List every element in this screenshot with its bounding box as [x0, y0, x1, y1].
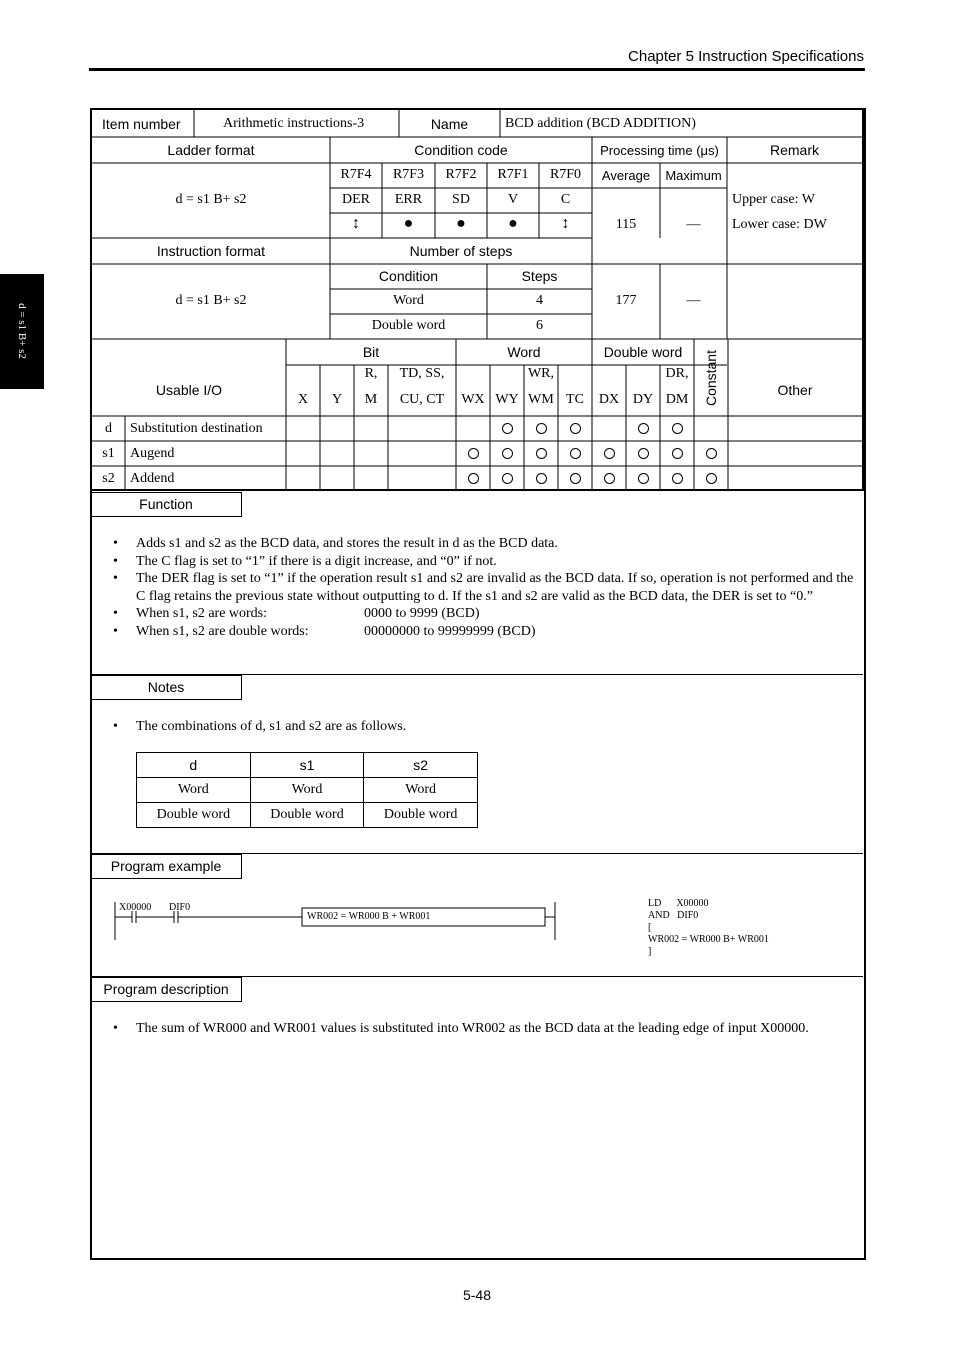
notes-cell: Double word: [137, 803, 251, 828]
notes-table: [136, 752, 478, 828]
processing-time-label: Processing time (μs): [600, 143, 719, 158]
io-col-header: DM: [665, 392, 689, 407]
mnemonic-line: LD X00000: [648, 898, 709, 909]
function-label: Function: [91, 492, 242, 517]
remark-upper: Upper case: W: [732, 192, 815, 207]
spec-block: [90, 108, 864, 491]
condition-label: Condition: [378, 268, 439, 284]
notes-cell: Word: [137, 778, 251, 803]
program-description-bullet: • The sum of WR000 and WR001 values is substituted into WR002 as the BCD data at the leading edge of input X00000.: [110, 1020, 862, 1038]
flag-state-c: ↕: [561, 215, 570, 232]
notes-cell: Double word: [250, 803, 364, 828]
flag-name-c: C: [560, 192, 571, 207]
remark-lower: Lower case: DW: [732, 217, 827, 232]
io-mark-circle: [468, 448, 479, 459]
io-row-desc: Substitution destination: [130, 421, 263, 436]
function-bullet: • The DER flag is set to “1” if the operation result s1 and s2 are invalid as the BCD data. If so, operation is not performed and the C flag retains the previous state without outputting to d. If the s1 and s2 are valid as the BCD data, the DER is set to “0.”: [110, 570, 862, 605]
io-mark-circle: [604, 473, 615, 484]
io-mark-circle: [672, 423, 683, 434]
program-example-label: Program example: [91, 854, 242, 879]
io-col-header: DX: [598, 392, 620, 407]
notes-label: Notes: [91, 675, 242, 700]
steps-double-word: 6: [536, 318, 543, 333]
io-mark-circle: [638, 423, 649, 434]
side-tab: [0, 274, 44, 389]
io-mark-circle: [604, 448, 615, 459]
instruction-formula: d = s1 B+ s2: [175, 293, 247, 308]
flag-state-der: ↕: [352, 215, 360, 232]
side-tab-label: d = s1 B+ s2: [16, 303, 28, 359]
header-rule: [89, 68, 865, 71]
flag-name-err: ERR: [394, 192, 423, 207]
notes-header-s1: s1: [250, 753, 364, 778]
function-bullets: [110, 535, 862, 640]
usable-io-label: Usable I/O: [155, 382, 223, 398]
name-value: BCD addition (BCD ADDITION): [505, 116, 696, 131]
mnemonic-line: WR002 = WR000 B+ WR001: [648, 934, 769, 945]
mnemonic-line: AND DIF0: [648, 910, 699, 921]
io-mark-circle: [536, 448, 547, 459]
max-instruction: —: [686, 293, 701, 308]
io-row-id: s1: [102, 446, 115, 461]
io-mark-circle: [502, 423, 513, 434]
notes-cell: Double word: [364, 803, 478, 828]
function-range: • When s1, s2 are words: 0000 to 9999 (BCD): [110, 605, 862, 623]
notes-cell: Word: [364, 778, 478, 803]
io-mark-circle: [468, 473, 479, 484]
io-col-header: CU, CT: [399, 392, 445, 407]
io-col-top: TD, SS,: [399, 366, 445, 381]
avg-instruction: 177: [615, 293, 637, 308]
condition-word: Word: [393, 293, 424, 308]
io-col-header: WY: [495, 392, 519, 407]
program-description-bullets: [110, 1020, 862, 1038]
notes-bullets: [110, 718, 862, 736]
maximum-label: Maximum: [665, 168, 722, 183]
flag-r7f3: R7F3: [392, 167, 425, 182]
io-row-id: d: [105, 421, 112, 436]
io-col-header: M: [364, 392, 378, 407]
io-mark-circle: [570, 473, 581, 484]
io-mark-circle: [638, 448, 649, 459]
io-col-header: WX: [461, 392, 485, 407]
condition-double-word: Double word: [371, 318, 446, 333]
average-label: Average: [601, 168, 651, 183]
function-bullet: • The C flag is set to “1” if there is a digit increase, and “0” if not.: [110, 553, 862, 571]
ladder-format-label: Ladder format: [167, 142, 255, 158]
steps-label: Steps: [521, 268, 558, 284]
flag-r7f4: R7F4: [340, 167, 372, 182]
word-label: Word: [507, 344, 541, 360]
condition-code-label: Condition code: [414, 142, 508, 158]
io-col-top: DR,: [665, 366, 689, 381]
double-word-label: Double word: [603, 344, 683, 360]
io-row-desc: Addend: [130, 471, 175, 486]
item-number-value: Arithmetic instructions-3: [223, 116, 365, 131]
io-row-desc: Augend: [130, 446, 175, 461]
notes-header-d: d: [137, 753, 251, 778]
constant-label: Constant: [703, 349, 719, 407]
mnemonic-line: ]: [648, 946, 652, 957]
io-row-id: s2: [102, 471, 115, 486]
io-mark-circle: [502, 448, 513, 459]
flag-name-der: DER: [342, 192, 370, 207]
steps-word: 4: [536, 293, 543, 308]
flag-state-sd: ●: [456, 215, 466, 232]
number-of-steps-label: Number of steps: [409, 243, 513, 259]
io-col-header: DY: [632, 392, 654, 407]
ladder-box-label: WR002 = WR000 B + WR001: [307, 911, 431, 922]
contact-x00000-label: X00000: [119, 902, 152, 913]
remark-label: Remark: [769, 142, 819, 158]
io-mark-circle: [536, 473, 547, 484]
program-description-label: Program description: [91, 977, 242, 1002]
chapter-header: Chapter 5 Instruction Specifications: [628, 48, 864, 65]
io-mark-circle: [706, 448, 717, 459]
ladder-formula: d = s1 B+ s2: [175, 192, 247, 207]
io-col-header: Y: [331, 392, 343, 407]
name-label: Name: [430, 116, 469, 132]
io-col-header: X: [297, 392, 309, 407]
avg-ladder: 115: [615, 217, 637, 232]
max-ladder: —: [686, 217, 701, 232]
function-bullet: • Adds s1 and s2 as the BCD data, and stores the result in d as the BCD data.: [110, 535, 862, 553]
io-mark-circle: [638, 473, 649, 484]
flag-r7f2: R7F2: [445, 167, 477, 182]
flag-r7f0: R7F0: [549, 167, 582, 182]
notes-cell: Word: [250, 778, 364, 803]
page-number: 5-48: [462, 1287, 492, 1303]
flag-name-sd: SD: [452, 192, 470, 207]
io-mark-circle: [536, 423, 547, 434]
notes-bullet: • The combinations of d, s1 and s2 are as follows.: [110, 718, 862, 736]
flag-r7f1: R7F1: [497, 167, 529, 182]
mnemonic-line: [: [648, 922, 652, 933]
io-col-top: WR,: [527, 366, 555, 381]
constant-label-cell: [694, 342, 728, 414]
function-range: • When s1, s2 are double words: 00000000 to 99999999 (BCD): [110, 623, 862, 641]
io-col-top: R,: [364, 366, 378, 381]
io-mark-circle: [502, 473, 513, 484]
io-mark-circle: [570, 423, 581, 434]
io-mark-circle: [706, 473, 717, 484]
other-label: Other: [777, 382, 813, 398]
notes-header-s2: s2: [364, 753, 478, 778]
io-mark-circle: [672, 473, 683, 484]
flag-state-err: ●: [403, 215, 414, 232]
bit-label: Bit: [362, 344, 380, 360]
io-mark-circle: [570, 448, 581, 459]
flag-name-v: V: [507, 192, 519, 207]
io-col-header: TC: [566, 392, 584, 407]
instruction-format-label: Instruction format: [156, 243, 266, 259]
flag-grid: [330, 163, 592, 238]
flag-state-v: ●: [508, 215, 518, 232]
io-mark-circle: [672, 448, 683, 459]
item-number-label: Item number: [102, 116, 181, 132]
contact-dif0-label: DIF0: [169, 902, 191, 913]
io-col-header: WM: [528, 392, 554, 407]
mnemonic-listing: [648, 898, 769, 958]
